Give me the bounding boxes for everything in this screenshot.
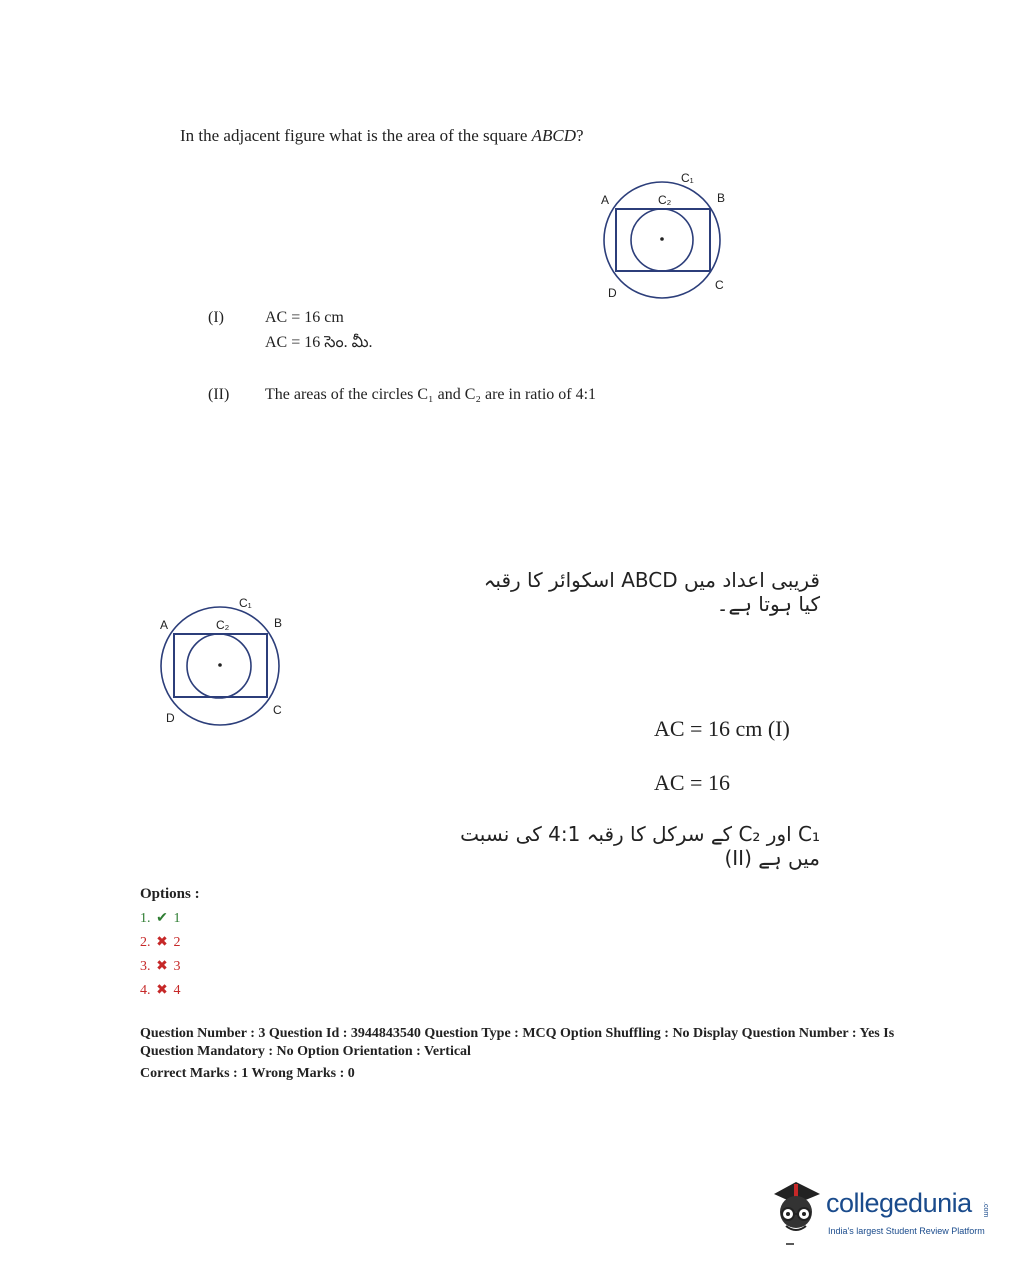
center-point (660, 237, 664, 241)
question-text-prefix: In the adjacent figure what is the area of the square (180, 126, 532, 145)
options-title: Options : (140, 886, 200, 902)
label-d: D (608, 286, 617, 300)
question-text-suffix: ? (576, 126, 584, 145)
collegedunia-logo (768, 1178, 993, 1248)
option-3-number: 3. (140, 959, 151, 974)
cross-icon: ✖ (156, 983, 168, 998)
option-2-number: 2. (140, 935, 151, 950)
mascot-icon (768, 1178, 826, 1248)
urdu-question-text: قریبی اعداد میں ABCD اسکوائر کا رقبہ کیا ہوتا ہے۔ (483, 568, 820, 616)
label-a: A (601, 193, 610, 207)
label-b: B (274, 616, 283, 630)
option-4-number: 4. (140, 983, 151, 998)
logo-suffix: .com (982, 1202, 989, 1218)
statement-1-label: (I) (208, 309, 224, 326)
question-text-italic: ABCD (531, 126, 577, 145)
square-circles-diagram-bottom (150, 590, 300, 730)
label-b: B (717, 191, 726, 205)
statement-2-label: (II) (208, 386, 230, 403)
urdu-statement-2: C₁ اور C₂ کے سرکل کا رقبہ 4:1 کی نسبت میں ہے (II) (460, 822, 820, 870)
square-circles-diagram-top (590, 165, 740, 305)
option-1[interactable] (140, 910, 181, 927)
statement-1-english: AC = 16 cm (265, 309, 344, 326)
statement-1-telugu: AC = 16 సెం. మీ. (265, 334, 373, 351)
option-1-value: 1 (173, 911, 181, 926)
check-icon: ✔ (156, 911, 168, 926)
question-text (180, 126, 584, 146)
statement-2-text: The areas of the circles C₁ and C₂ are in ratio of 4:1 (265, 386, 597, 403)
label-c1: C₁ (239, 596, 252, 610)
option-1-number: 1. (140, 911, 151, 926)
label-a: A (160, 618, 169, 632)
cross-icon: ✖ (156, 935, 168, 950)
label-c2: C₂ (216, 618, 230, 632)
label-c2: C₂ (658, 193, 672, 207)
center-point (218, 663, 222, 667)
urdu-statement-1b: AC = 16 (654, 770, 730, 795)
logo-tagline: India's largest Student Review Platform (828, 1226, 985, 1236)
option-2-value: 2 (173, 935, 181, 950)
question-marks-info: Correct Marks : 1 Wrong Marks : 0 (140, 1066, 355, 1081)
cross-icon: ✖ (156, 959, 168, 974)
logo-wordmark: collegedunia (826, 1188, 972, 1218)
urdu-statement-1: AC = 16 cm (I) (654, 716, 790, 741)
option-2[interactable] (140, 934, 181, 951)
label-c: C (715, 278, 724, 292)
label-d: D (166, 711, 175, 725)
label-c: C (273, 703, 282, 717)
option-3[interactable] (140, 958, 181, 975)
label-c1: C₁ (681, 171, 694, 185)
option-4[interactable] (140, 982, 181, 999)
option-3-value: 3 (173, 959, 181, 974)
question-meta-info: Question Number : 3 Question Id : 3944843540 Question Type : MCQ Option Shuffling : No Display Question Number : Yes Is Question Mandatory : No Option Orientation : Vertical (140, 1026, 895, 1059)
option-4-value: 4 (173, 983, 181, 998)
